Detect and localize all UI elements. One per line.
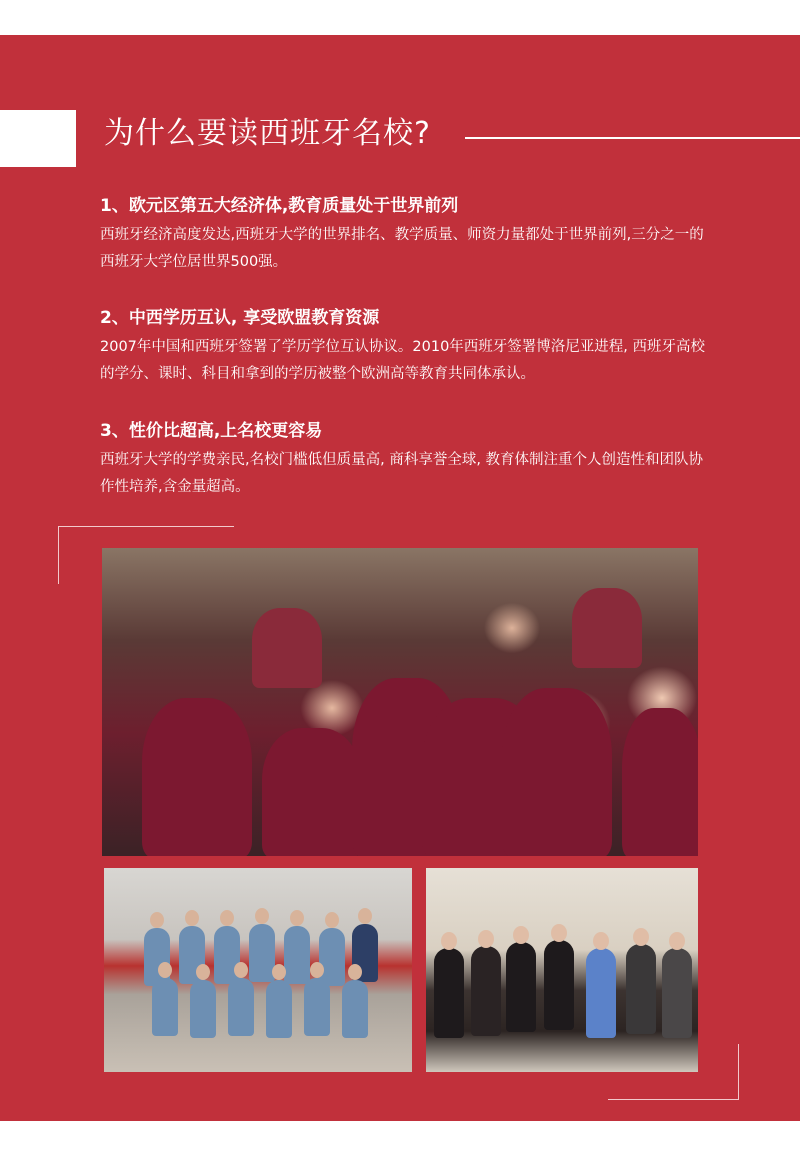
- deco-line-right: [738, 1044, 739, 1100]
- section-body: 西班牙经济高度发达,西班牙大学的世界排名、教学质量、师资力量都处于世界前列,三分之一的西班牙大学位居世界500强。: [100, 227, 704, 270]
- section-body: 2007年中国和西班牙签署了学历学位互认协议。2010年西班牙签署博洛尼亚进程, 西班牙高校的学分、课时、科目和拿到的学历被整个欧洲高等教育共同体承认。: [100, 339, 706, 382]
- deco-line-top: [58, 526, 234, 527]
- deco-line-bottom: [608, 1099, 738, 1100]
- section-body: 西班牙大学的学费亲民,名校门槛低但质量高, 商科享誉全球, 教育体制注重个人创造性和团队协作性培养,含金量超高。: [100, 452, 704, 495]
- title-tab-block: [0, 110, 76, 167]
- students-group-photo: [102, 548, 698, 856]
- basketball-team-photo: [104, 868, 412, 1072]
- section-2: [100, 305, 710, 388]
- section-1: [100, 193, 710, 276]
- section-heading: 1、欧元区第五大经济体,教育质量处于世界前列: [100, 196, 459, 216]
- deco-line-left: [58, 526, 59, 584]
- title-rule: [465, 137, 800, 139]
- section-3: [100, 418, 710, 501]
- ceremony-group-photo: [426, 868, 698, 1072]
- section-heading: 3、性价比超高,上名校更容易: [100, 421, 323, 441]
- page-title: 为什么要读西班牙名校?: [104, 116, 431, 151]
- section-heading: 2、中西学历互认, 享受欧盟教育资源: [100, 308, 380, 328]
